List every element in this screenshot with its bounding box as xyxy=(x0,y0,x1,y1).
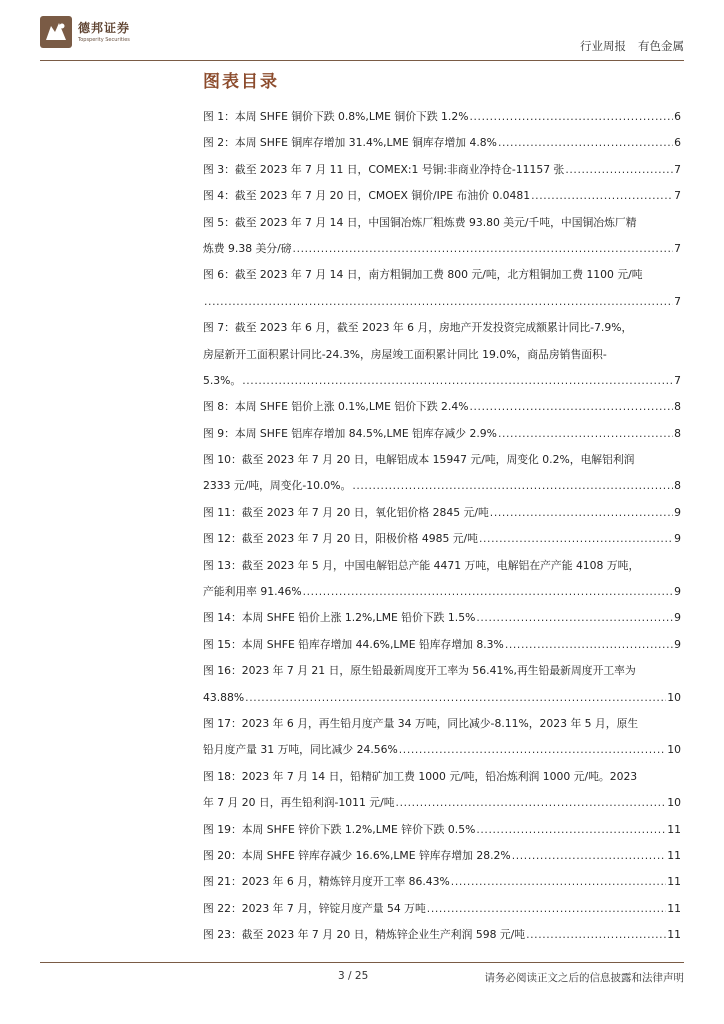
dot-leader xyxy=(476,817,666,843)
toc-page-number: 6 xyxy=(674,136,681,150)
toc-entry-text: 图 11：截至 2023 年 7 月 20 日，氧化铝价格 2845 元/吨 xyxy=(203,505,489,519)
dot-leader xyxy=(399,737,666,763)
toc-entry[interactable] xyxy=(203,869,681,895)
toc-entry-text: 图 22：2023 年 7 月，锌锭月度产量 54 万吨 xyxy=(203,901,426,915)
toc-page-number: 7 xyxy=(674,162,681,176)
toc-page-number: 7 xyxy=(674,373,681,387)
toc-page-number: 7 xyxy=(674,241,681,255)
toc-entry[interactable] xyxy=(203,632,681,658)
toc-page-number: 9 xyxy=(674,505,681,519)
toc-page-number: 11 xyxy=(667,875,681,889)
toc-entry[interactable] xyxy=(203,526,681,552)
toc-entry-text: 图 12：截至 2023 年 7 月 20 日，阳极价格 4985 元/吨 xyxy=(203,532,478,546)
footer-disclaimer: 请务必阅读正文之后的信息披露和法律声明 xyxy=(484,972,684,984)
toc-page-number: 7 xyxy=(674,189,681,203)
toc-entry[interactable] xyxy=(203,130,681,156)
toc-entry[interactable] xyxy=(203,711,681,737)
toc-entry[interactable] xyxy=(203,500,681,526)
toc-entry[interactable] xyxy=(203,262,681,288)
dot-leader xyxy=(303,579,674,605)
page-number: 3 / 25 xyxy=(338,970,369,982)
toc-entry[interactable] xyxy=(203,447,681,473)
dot-leader xyxy=(479,526,673,552)
dot-leader xyxy=(451,869,666,895)
page-header xyxy=(40,14,684,58)
dot-leader xyxy=(498,130,673,156)
toc-entry[interactable] xyxy=(203,210,681,236)
dot-leader xyxy=(565,157,673,183)
toc-page-number: 10 xyxy=(667,743,681,757)
toc-entry-text: 图 5：截至 2023 年 7 月 14 日，中国铜冶炼厂粗炼费 93.80 美元/千吨，中国铜冶炼厂精 xyxy=(203,215,637,229)
toc-page-number: 9 xyxy=(674,532,681,546)
toc-entry-text: 图 23：截至 2023 年 7 月 20 日，精炼锌企业生产利润 598 元/吨 xyxy=(203,928,526,942)
toc-entry[interactable] xyxy=(203,817,681,843)
toc-entry[interactable] xyxy=(203,183,681,209)
dot-leader xyxy=(490,500,673,526)
toc-entry-text: 43.88% xyxy=(203,690,245,704)
dot-leader xyxy=(204,289,673,315)
toc-entry[interactable] xyxy=(203,473,681,499)
toc-entry-text: 图 6：截至 2023 年 7 月 14 日，南方粗铜加工费 800 元/吨，北方粗铜加工费 1100 元/吨 xyxy=(203,268,643,282)
toc-entry[interactable] xyxy=(203,553,681,579)
dot-leader xyxy=(526,922,666,948)
dot-leader xyxy=(531,183,673,209)
dot-leader xyxy=(476,605,673,631)
toc-entry[interactable] xyxy=(203,315,681,341)
dot-leader xyxy=(293,236,674,262)
toc-page-number: 10 xyxy=(667,690,681,704)
toc-page-number: 9 xyxy=(674,637,681,651)
toc-page-number: 11 xyxy=(667,901,681,915)
toc-entry-text: 图 18：2023 年 7 月 14 日，铅精矿加工费 1000 元/吨，铅冶炼利润 1000 元/吨。2023 xyxy=(203,769,638,783)
toc-page-number: 7 xyxy=(674,294,681,308)
toc-entry-text: 铅月度产量 31 万吨，同比减少 24.56% xyxy=(203,743,398,757)
toc-entry[interactable] xyxy=(203,896,681,922)
dot-leader xyxy=(245,685,666,711)
dot-leader xyxy=(469,394,673,420)
header-divider xyxy=(40,60,684,61)
report-type: 行业周报 xyxy=(580,39,626,53)
toc-entry-text: 图 14：本周 SHFE 铅价上涨 1.2%,LME 铅价下跌 1.5% xyxy=(203,611,476,625)
toc-entry-text: 房屋新开工面积累计同比-24.3%，房屋竣工面积累计同比 19.0%，商品房销售面积- xyxy=(203,347,607,361)
toc-entry-text: 图 8：本周 SHFE 铝价上涨 0.1%,LME 铝价下跌 2.4% xyxy=(203,400,469,414)
dot-leader xyxy=(505,632,673,658)
toc-entry-text: 图 17：2023 年 6 月，再生铅月度产量 34 万吨，同比减少-8.11%，2023 年 5 月，原生 xyxy=(203,716,639,730)
toc-entry-text: 图 13：截至 2023 年 5 月，中国电解铝总产能 4471 万吨，电解铝在产产能 4108 万吨， xyxy=(203,558,640,572)
toc-entry[interactable] xyxy=(203,737,681,763)
toc-entry-text: 产能利用率 91.46% xyxy=(203,585,302,599)
toc-entry-text: 5.3%。 xyxy=(203,373,242,387)
toc-entry[interactable] xyxy=(203,790,681,816)
dot-leader xyxy=(469,104,673,130)
toc-entry[interactable] xyxy=(203,605,681,631)
toc-entry-text: 炼费 9.38 美分/磅 xyxy=(203,241,292,255)
toc-entry[interactable] xyxy=(203,658,681,684)
toc-page-number: 11 xyxy=(667,822,681,836)
toc-page-number: 11 xyxy=(667,848,681,862)
dot-leader xyxy=(512,843,667,869)
dot-leader xyxy=(396,790,667,816)
toc-entry[interactable] xyxy=(203,342,681,368)
table-of-figures xyxy=(203,104,681,949)
logo-name: 德邦证券 xyxy=(78,21,131,35)
toc-entry[interactable] xyxy=(203,764,681,790)
toc-entry[interactable] xyxy=(203,104,681,130)
toc-entry-text: 图 1：本周 SHFE 铜价下跌 0.8%,LME 铜价下跌 1.2% xyxy=(203,110,469,123)
toc-entry[interactable] xyxy=(203,922,681,948)
toc-entry-text: 图 7：截至 2023 年 6 月，截至 2023 年 6 月，房地产开发投资完成额累计同比-7.9%， xyxy=(203,321,633,335)
toc-entry[interactable] xyxy=(203,843,681,869)
report-category xyxy=(580,38,684,54)
toc-entry[interactable] xyxy=(203,157,681,183)
toc-entry-text: 图 19：本周 SHFE 锌价下跌 1.2%,LME 锌价下跌 0.5% xyxy=(203,822,476,836)
toc-entry[interactable] xyxy=(203,394,681,420)
toc-page-number: 8 xyxy=(674,479,681,493)
footer-divider xyxy=(40,962,684,963)
toc-page-number: 9 xyxy=(674,585,681,599)
toc-entry[interactable] xyxy=(203,685,681,711)
toc-entry-text: 图 9：本周 SHFE 铝库存增加 84.5%,LME 铝库存减少 2.9% xyxy=(203,426,497,440)
toc-entry-text: 图 21：2023 年 6 月，精炼锌月度开工率 86.43% xyxy=(203,875,450,889)
toc-entry[interactable] xyxy=(203,421,681,447)
toc-page-number: 10 xyxy=(667,796,681,810)
toc-entry[interactable] xyxy=(203,289,681,315)
toc-page-number: 9 xyxy=(674,611,681,625)
company-logo xyxy=(40,16,150,52)
dot-leader xyxy=(242,368,673,394)
logo-mark-icon xyxy=(40,16,72,48)
toc-entry-text: 图 4：截至 2023 年 7 月 20 日，CMOEX 铜价/IPE 布油价 0.0481 xyxy=(203,189,531,203)
sector-name: 有色金属 xyxy=(638,39,684,53)
toc-title: 图表目录 xyxy=(203,72,279,92)
toc-entry-text: 图 3：截至 2023 年 7 月 11 日，COMEX:1 号铜:非商业净持仓-11157 张 xyxy=(203,162,565,176)
toc-entry-text: 图 15：本周 SHFE 铅库存增加 44.6%,LME 铅库存增加 8.3% xyxy=(203,637,504,651)
toc-entry-text: 2333 元/吨，周变化-10.0%。 xyxy=(203,479,352,493)
toc-entry[interactable] xyxy=(203,236,681,262)
toc-entry-text: 图 20：本周 SHFE 锌库存减少 16.6%,LME 锌库存增加 28.2% xyxy=(203,848,511,862)
toc-entry[interactable] xyxy=(203,368,681,394)
logo-english-name: Topsperity Securities xyxy=(78,37,130,43)
toc-entry-text: 图 2：本周 SHFE 铜库存增加 31.4%,LME 铜库存增加 4.8% xyxy=(203,136,497,150)
toc-page-number: 8 xyxy=(674,400,681,414)
toc-entry-text: 图 10：截至 2023 年 7 月 20 日，电解铝成本 15947 元/吨，周变化 0.2%，电解铝利润 xyxy=(203,453,635,467)
dot-leader xyxy=(498,421,673,447)
dot-leader xyxy=(427,896,666,922)
toc-page-number: 11 xyxy=(667,928,681,942)
dot-leader xyxy=(352,473,673,499)
toc-page-number: 6 xyxy=(674,110,681,123)
toc-entry-text: 图 16：2023 年 7 月 21 日，原生铅最新周度开工率为 56.41%,再生铅最新周度开工率为 xyxy=(203,664,636,678)
toc-entry[interactable] xyxy=(203,579,681,605)
toc-page-number: 8 xyxy=(674,426,681,440)
toc-entry-text: 年 7 月 20 日，再生铅利润-1011 元/吨 xyxy=(203,796,395,810)
